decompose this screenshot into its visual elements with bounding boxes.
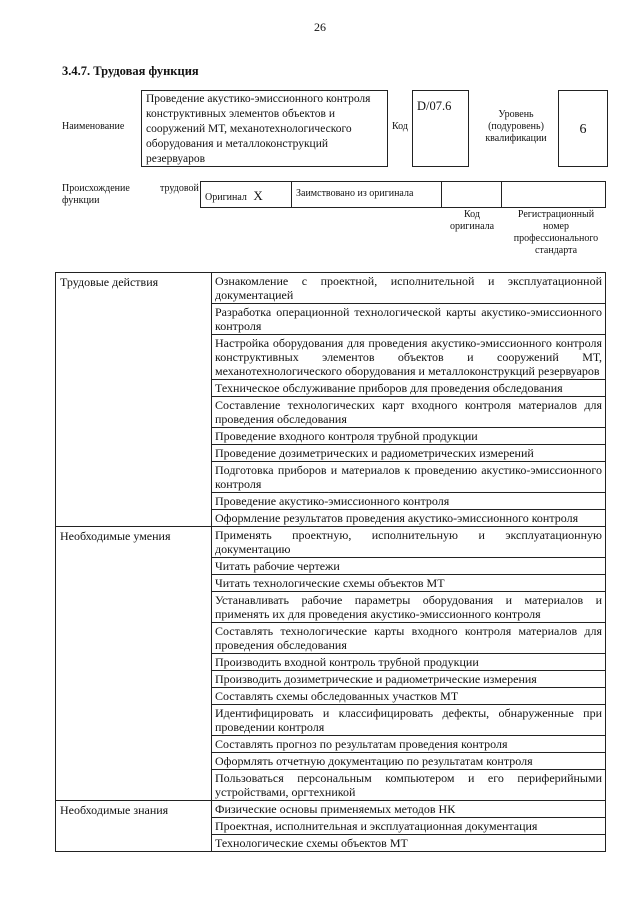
table-row — [56, 273, 606, 304]
section-item: Настройка оборудования для проведения акустико-эмиссионного контроля конструктивных элементов объектов и сооружений МТ, механотехнологического оборудования и металлоконструкций резервуаров — [212, 335, 606, 380]
origin-row — [200, 181, 606, 208]
level-label: Уровень (подуровень) квалификации — [485, 109, 547, 144]
original-label: Оригинал — [205, 192, 247, 203]
section-item: Составлять схемы обследованных участков МТ — [212, 688, 606, 705]
name-label: Наименование — [62, 121, 125, 132]
table-row — [56, 527, 606, 558]
code-label: Код — [392, 121, 408, 132]
section-item: Составлять прогноз по результатам проведения контроля — [212, 736, 606, 753]
code-original-cell — [441, 181, 502, 208]
section-item: Подготовка приборов и материалов к проведению акустико-эмиссионного контроля — [212, 462, 606, 493]
name-value: Проведение акустико-эмиссионного контроля конструктивных элементов объектов и сооружений МТ, механотехнологического оборудования и металлоконструкций резервуаров — [141, 90, 388, 167]
section-item: Оформлять отчетную документацию по результатам контроля — [212, 753, 606, 770]
section-item: Проведение дозиметрических и радиометрических измерений — [212, 445, 606, 462]
section-item: Физические основы применяемых методов НК — [212, 801, 606, 818]
section-item: Производить входной контроль трубной продукции — [212, 654, 606, 671]
section-item: Оформление результатов проведения акустико-эмиссионного контроля — [212, 510, 606, 527]
section-item: Проведение входного контроля трубной продукции — [212, 428, 606, 445]
code-value: D/07.6 — [412, 90, 469, 167]
section-item: Устанавливать рабочие параметры оборудования и материалов и применять их для проведения акустико-эмиссионного контроля — [212, 592, 606, 623]
section-item: Читать рабочие чертежи — [212, 558, 606, 575]
section-item: Пользоваться персональным компьютером и его периферийными устройствами, оргтехникой — [212, 770, 606, 801]
origin-label-right: трудовой — [160, 183, 199, 194]
section-item: Составлять технологические карты входного контроля материалов для проведения обследования — [212, 623, 606, 654]
origin-label-left: Происхождение функции — [62, 183, 130, 206]
borrowed-label: Заимствовано из оригинала — [296, 188, 414, 199]
section-title: 3.4.7. Трудовая функция — [62, 64, 199, 78]
section-item: Производить дозиметрические и радиометрические измерения — [212, 671, 606, 688]
original-mark: X — [253, 188, 263, 203]
section-item: Ознакомление с проектной, исполнительной и эксплуатационной документацией — [212, 273, 606, 304]
section-item: Разработка операционной технологической карты акустико-эмиссионного контроля — [212, 304, 606, 335]
section-item: Проведение акустико-эмиссионного контроля — [212, 493, 606, 510]
page-number: 26 — [314, 20, 326, 34]
level-value: 6 — [558, 90, 608, 167]
section-category: Необходимые умения — [56, 527, 212, 801]
section-item: Технологические схемы объектов МТ — [212, 835, 606, 852]
code-original-label: Код оригинала — [449, 209, 495, 232]
function-table — [55, 272, 606, 852]
original-cell — [200, 181, 292, 208]
section-item: Применять проектную, исполнительную и эксплуатационную документацию — [212, 527, 606, 558]
reg-number-cell — [501, 181, 606, 208]
reg-number-label: Регистрационный номер профессионального стандарта — [513, 209, 599, 256]
section-item: Проектная, исполнительная и эксплуатационная документация — [212, 818, 606, 835]
section-item: Идентифицировать и классифицировать дефекты, обнаруженные при проведении контроля — [212, 705, 606, 736]
borrowed-cell — [291, 181, 442, 208]
section-item: Техническое обслуживание приборов для проведения обследования — [212, 380, 606, 397]
section-item: Составление технологических карт входного контроля материалов для проведения обследования — [212, 397, 606, 428]
section-item: Читать технологические схемы объектов МТ — [212, 575, 606, 592]
table-row — [56, 801, 606, 818]
section-category: Трудовые действия — [56, 273, 212, 527]
section-category: Необходимые знания — [56, 801, 212, 852]
